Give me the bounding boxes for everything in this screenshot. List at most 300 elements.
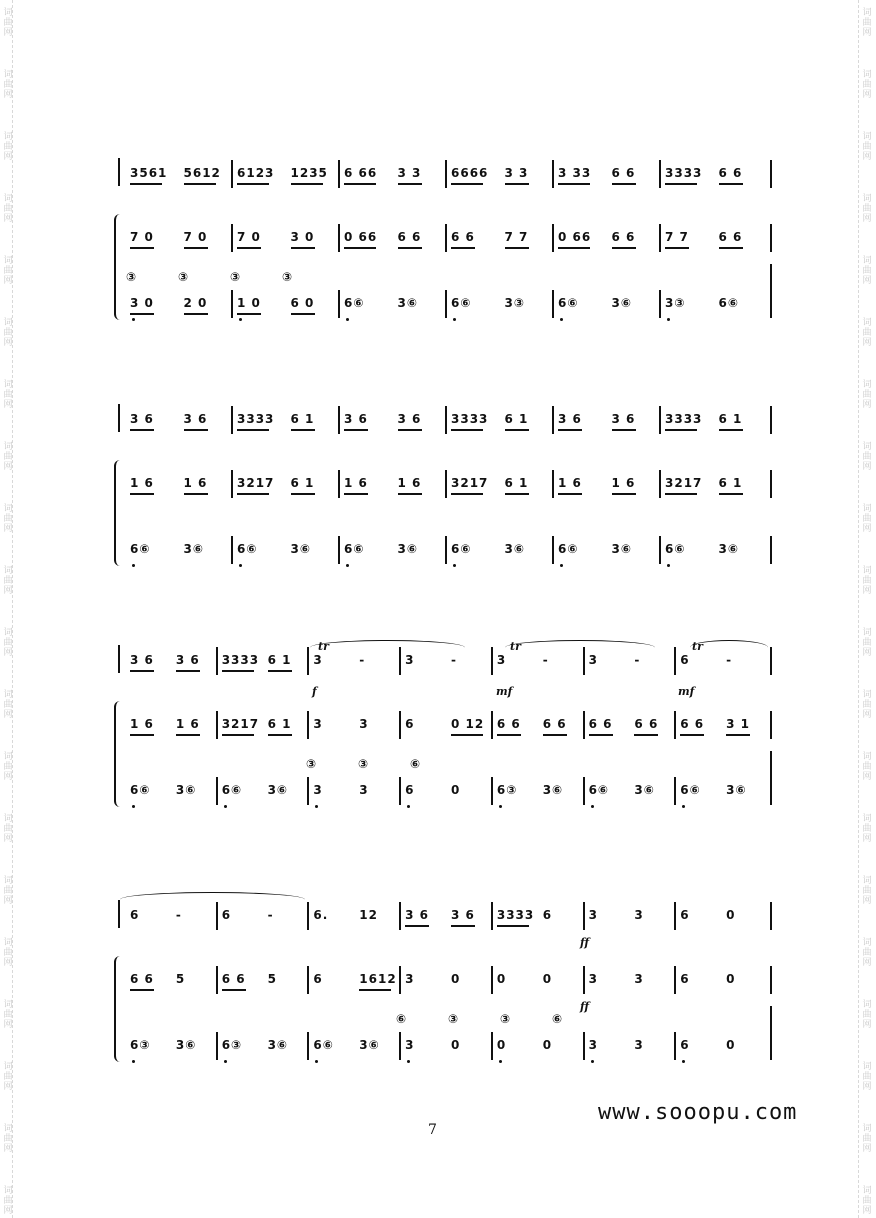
beam-underline — [719, 183, 743, 185]
top-line-note: 6123 — [237, 166, 275, 180]
barline — [659, 290, 661, 318]
low-line-note: 3 — [588, 1038, 598, 1052]
fingering-note: ⑥ — [552, 1012, 564, 1026]
top-line-note: 6 1 — [267, 653, 292, 667]
watermark-text: 词曲网 — [862, 256, 872, 286]
top-line-note: 3333 — [237, 412, 275, 426]
octave-dot — [224, 805, 227, 808]
top-line-note: 3 6 — [130, 412, 154, 426]
beam-underline — [291, 183, 323, 185]
low-line-note: 3⑥ — [611, 296, 633, 310]
beam-underline — [184, 429, 208, 431]
beam-underline — [344, 429, 368, 431]
top-line-note: 3 6 — [175, 653, 200, 667]
barline — [399, 902, 401, 930]
beam-underline — [543, 734, 567, 736]
dynamic-forte: f — [312, 685, 317, 698]
mid-line-note: 5 — [267, 972, 277, 986]
low-line-note: 6⑥ — [665, 542, 686, 556]
mid-line-note: 0 — [542, 972, 553, 986]
watermark-text: 词曲网 — [862, 132, 872, 162]
octave-dot — [453, 564, 456, 567]
mid-line-note: 6 6 — [397, 230, 422, 244]
low-line-note: 3⑥ — [611, 542, 633, 556]
low-line-note: 3 — [313, 783, 323, 797]
low-line-note: 6⑥ — [130, 783, 151, 797]
beam-underline — [398, 429, 422, 431]
beam-underline — [719, 429, 743, 431]
watermark-text: 词曲网 — [3, 380, 13, 410]
beam-underline — [505, 247, 529, 249]
top-line-note: - — [451, 653, 457, 667]
top-line-note: 6 — [680, 653, 690, 667]
mid-line-note: 1 6 — [344, 476, 368, 490]
watermark-text: 词曲网 — [862, 1186, 872, 1216]
top-line-note: 6 1 — [718, 412, 743, 426]
octave-dot — [132, 318, 135, 321]
beam-underline — [184, 493, 208, 495]
barline — [216, 1032, 218, 1060]
beam-underline — [398, 493, 422, 495]
beam-underline — [291, 493, 315, 495]
top-line-note: - — [634, 653, 641, 667]
barline — [491, 777, 493, 805]
low-line-note: 3⑥ — [290, 542, 312, 556]
fingering-note: ③ — [230, 270, 242, 284]
barline — [338, 536, 340, 564]
mid-line-note: 1 6 — [397, 476, 422, 490]
low-line-note: 3⑥ — [397, 296, 419, 310]
mid-line-note: 3 — [634, 972, 644, 986]
beam-underline — [665, 493, 697, 495]
barline — [674, 711, 676, 739]
mid-line-note: 3217 — [221, 717, 260, 731]
octave-dot — [239, 318, 242, 321]
octave-dot — [560, 318, 563, 321]
octave-dot — [453, 318, 456, 321]
watermark-text: 词曲网 — [862, 442, 872, 472]
beam-underline — [344, 247, 376, 249]
system-end-bar — [770, 1032, 772, 1060]
right-margin-guide — [858, 0, 871, 1218]
watermark-text: 词曲网 — [862, 318, 872, 348]
barline — [659, 470, 661, 498]
watermark-text: 词曲网 — [862, 70, 872, 100]
watermark-text: 词曲网 — [3, 628, 13, 658]
system-end-bar — [770, 470, 772, 498]
barline — [659, 160, 661, 188]
beam-underline — [558, 183, 590, 185]
beam-underline — [612, 183, 636, 185]
top-line-note: 3 — [588, 653, 598, 667]
low-line-note: 3⑥ — [397, 542, 419, 556]
low-line-note: 0 — [496, 1038, 507, 1052]
system-start-bar — [118, 404, 120, 432]
low-line-note: 6⑥ — [344, 542, 365, 556]
low-line-note: 6③ — [221, 1038, 243, 1052]
octave-dot — [346, 564, 349, 567]
beam-underline — [558, 429, 582, 431]
beam-underline — [176, 734, 200, 736]
barline — [231, 224, 233, 252]
barline — [338, 160, 340, 188]
mid-line-note: 6 6 — [680, 717, 705, 731]
watermark-text: 词曲网 — [862, 690, 872, 720]
mid-line-note: 3217 — [665, 476, 703, 490]
top-line-note: 3333 — [451, 412, 489, 426]
watermark-text: 词曲网 — [862, 814, 872, 844]
mid-line-note: 7 0 — [130, 230, 154, 244]
low-line-note: 6⑥ — [588, 783, 610, 797]
octave-dot — [591, 1060, 594, 1063]
system-end-bar — [770, 966, 772, 994]
mid-line-note: 1612 — [359, 972, 397, 986]
beam-underline — [268, 670, 292, 672]
watermark-text: 词曲网 — [862, 876, 872, 906]
top-line-note: - — [359, 653, 366, 667]
mid-line-note: 6 6 — [451, 230, 475, 244]
octave-dot — [407, 1060, 410, 1063]
mid-line-note: 3 0 — [290, 230, 315, 244]
barline — [231, 536, 233, 564]
octave-dot — [315, 805, 318, 808]
barline — [659, 536, 661, 564]
top-line-note: 3 6 — [130, 653, 154, 667]
octave-dot — [682, 805, 685, 808]
mid-line-note: 1 6 — [175, 717, 200, 731]
fingering-note: ③ — [306, 757, 318, 771]
beam-underline — [634, 734, 658, 736]
low-line-note: 6⑥ — [451, 542, 472, 556]
barline — [491, 1032, 493, 1060]
beam-underline — [130, 183, 162, 185]
top-line-note: - — [175, 908, 182, 922]
watermark-text: 词曲网 — [3, 1000, 13, 1030]
beam-underline — [344, 183, 376, 185]
watermark-text: 词曲网 — [3, 70, 13, 100]
mid-line-note: 1 6 — [183, 476, 208, 490]
barline — [338, 470, 340, 498]
watermark-text: 词曲网 — [3, 938, 13, 968]
top-line-note: 3333 — [665, 166, 703, 180]
octave-dot — [315, 1060, 318, 1063]
barline — [338, 290, 340, 318]
octave-dot — [560, 564, 563, 567]
beam-underline — [612, 493, 636, 495]
beam-underline — [222, 989, 246, 991]
mid-line-note: 6 1 — [290, 476, 315, 490]
beam-underline — [398, 183, 422, 185]
mid-line-note: 3217 — [237, 476, 275, 490]
watermark-text: 词曲网 — [862, 380, 872, 410]
watermark-text: 词曲网 — [3, 752, 13, 782]
barline — [231, 470, 233, 498]
top-line-note: 3 3 — [504, 166, 529, 180]
watermark-text: 词曲网 — [3, 1186, 13, 1216]
low-line-note: 1 0 — [237, 296, 261, 310]
barline — [307, 966, 309, 994]
top-line-note: 6 6 — [718, 166, 743, 180]
barline — [674, 902, 676, 930]
barline — [552, 406, 554, 434]
barline — [674, 777, 676, 805]
barline — [659, 406, 661, 434]
top-line-note: 0 — [726, 908, 736, 922]
watermark-text: 词曲网 — [3, 132, 13, 162]
beam-underline — [222, 734, 254, 736]
mid-line-note: 7 7 — [504, 230, 529, 244]
top-line-note: 6 — [680, 908, 690, 922]
low-line-note: 2 0 — [183, 296, 208, 310]
trill-marking: tr — [692, 640, 703, 653]
low-line-note: 3⑥ — [175, 783, 197, 797]
beam-underline — [237, 247, 261, 249]
watermark-text: 词曲网 — [862, 752, 872, 782]
watermark-text: 词曲网 — [3, 1124, 13, 1154]
low-line-note: 3⑥ — [726, 783, 747, 797]
system-end-bar — [770, 777, 772, 805]
barline — [583, 777, 585, 805]
low-line-note: 6③ — [496, 783, 518, 797]
system-end-bar — [770, 264, 772, 292]
system-end-bar — [770, 751, 772, 779]
watermark-text: 词曲网 — [3, 194, 13, 224]
top-line-note: - — [542, 653, 549, 667]
mid-line-note: 3 1 — [726, 717, 751, 731]
low-line-note: 6⑥ — [221, 783, 243, 797]
slur-arc — [505, 640, 655, 655]
mid-line-note: 0 66 — [558, 230, 592, 244]
page-number: 7 — [428, 1122, 437, 1138]
dynamic-fortissimo: ff — [580, 1000, 590, 1013]
low-line-note: 3③ — [665, 296, 686, 310]
low-line-note: 3⑥ — [267, 783, 289, 797]
low-line-note: 6⑥ — [313, 1038, 334, 1052]
dynamic-mezzo-forte: mf — [678, 685, 695, 698]
top-line-note: 3 6 — [558, 412, 582, 426]
beam-underline — [130, 429, 154, 431]
barline — [399, 711, 401, 739]
beam-underline — [130, 989, 154, 991]
beam-underline — [505, 183, 529, 185]
beam-underline — [665, 247, 689, 249]
top-line-note: 6. — [313, 908, 329, 922]
top-line-note: 3333 — [665, 412, 703, 426]
system-start-bar — [118, 158, 120, 186]
beam-underline — [398, 247, 422, 249]
mid-line-note: 1 6 — [130, 717, 154, 731]
octave-dot — [667, 564, 670, 567]
top-line-note: 3333 — [221, 653, 260, 667]
fingering-note: ③ — [500, 1012, 512, 1026]
mid-line-note: 1 6 — [130, 476, 154, 490]
top-line-note: 3 3 — [397, 166, 422, 180]
mid-line-note: 1 6 — [611, 476, 636, 490]
mid-line-note: 7 0 — [183, 230, 208, 244]
low-line-note: 6 0 — [290, 296, 315, 310]
barline — [445, 160, 447, 188]
mid-line-note: 5 — [175, 972, 186, 986]
top-line-note: 3 33 — [558, 166, 592, 180]
mid-line-note: 6 6 — [542, 717, 567, 731]
top-line-note: 3333 — [496, 908, 535, 922]
low-line-note: 3⑥ — [267, 1038, 289, 1052]
watermark-text: 词曲网 — [862, 628, 872, 658]
beam-underline — [237, 429, 269, 431]
system-end-bar — [770, 902, 772, 930]
top-line-note: 5612 — [183, 166, 221, 180]
system-brace — [114, 701, 122, 807]
top-line-note: - — [267, 908, 274, 922]
system-end-bar — [770, 290, 772, 318]
slur-arc — [120, 892, 305, 907]
beam-underline — [184, 183, 216, 185]
mid-line-note: 7 0 — [237, 230, 261, 244]
mid-line-note: 7 7 — [665, 230, 689, 244]
top-line-note: 3 — [634, 908, 644, 922]
top-line-note: 3 6 — [611, 412, 636, 426]
mid-line-note: 6 6 — [718, 230, 743, 244]
octave-dot — [239, 564, 242, 567]
mid-line-note: 0 — [726, 972, 736, 986]
low-line-note: 6⑥ — [130, 542, 151, 556]
barline — [445, 536, 447, 564]
low-line-note: 6⑥ — [680, 783, 701, 797]
low-line-note: 3⑥ — [542, 783, 564, 797]
website-url[interactable]: www.sooopu.com — [598, 1100, 798, 1125]
system-brace — [114, 460, 122, 566]
fingering-note: ⑥ — [396, 1012, 408, 1026]
low-line-note: 0 — [726, 1038, 736, 1052]
beam-underline — [612, 247, 636, 249]
low-line-note: 6③ — [130, 1038, 151, 1052]
trill-marking: tr — [510, 640, 521, 653]
watermark-text: 词曲网 — [862, 1062, 872, 1092]
top-line-note: 6 66 — [344, 166, 378, 180]
beam-underline — [176, 670, 200, 672]
top-line-note: - — [726, 653, 733, 667]
barline — [491, 966, 493, 994]
watermark-text: 词曲网 — [3, 814, 13, 844]
top-line-note: 6 1 — [504, 412, 529, 426]
beam-underline — [291, 247, 315, 249]
beam-underline — [558, 247, 590, 249]
barline — [659, 224, 661, 252]
barline — [445, 224, 447, 252]
beam-underline — [726, 734, 750, 736]
dynamic-mezzo-forte: mf — [496, 685, 513, 698]
mid-line-note: 6 — [405, 717, 415, 731]
barline — [583, 1032, 585, 1060]
mid-line-note: 6 — [313, 972, 323, 986]
low-line-note: 3⑥ — [634, 783, 655, 797]
mid-line-note: 6 1 — [267, 717, 292, 731]
system-end-bar — [770, 711, 772, 739]
beam-underline — [222, 670, 254, 672]
beam-underline — [359, 989, 391, 991]
octave-dot — [346, 318, 349, 321]
octave-dot — [499, 805, 502, 808]
mid-line-note: 6 6 — [221, 972, 246, 986]
octave-dot — [132, 805, 135, 808]
barline — [445, 290, 447, 318]
low-line-note: 6⑥ — [558, 542, 579, 556]
mid-line-note: 6 1 — [504, 476, 529, 490]
fingering-note: ⑥ — [410, 757, 422, 771]
top-line-note: 6 — [221, 908, 232, 922]
mid-line-note: 6 6 — [611, 230, 636, 244]
octave-dot — [591, 805, 594, 808]
top-line-note: 3 — [496, 653, 507, 667]
barline — [552, 536, 554, 564]
mid-line-note: 0 — [496, 972, 507, 986]
low-line-note: 6⑥ — [718, 296, 740, 310]
low-line-note: 6 — [680, 1038, 690, 1052]
low-line-note: 3⑥ — [359, 1038, 380, 1052]
mid-line-note: 6 6 — [496, 717, 521, 731]
system-end-bar — [770, 160, 772, 188]
barline — [216, 966, 218, 994]
barline — [552, 290, 554, 318]
barline — [338, 224, 340, 252]
low-line-note: 0 — [451, 1038, 461, 1052]
beam-underline — [719, 247, 743, 249]
octave-dot — [682, 1060, 685, 1063]
mid-line-note: 6 6 — [634, 717, 659, 731]
octave-dot — [132, 564, 135, 567]
beam-underline — [237, 313, 261, 315]
low-line-note: 3 — [634, 1038, 644, 1052]
beam-underline — [130, 493, 154, 495]
beam-underline — [405, 925, 429, 927]
mid-line-note: 0 12 — [451, 717, 485, 731]
beam-underline — [505, 493, 529, 495]
beam-underline — [184, 313, 208, 315]
system-end-bar — [770, 647, 772, 675]
top-line-note: 6 1 — [290, 412, 315, 426]
beam-underline — [184, 247, 208, 249]
beam-underline — [451, 925, 475, 927]
barline — [583, 966, 585, 994]
top-line-note: 6 6 — [611, 166, 636, 180]
octave-dot — [224, 1060, 227, 1063]
watermark-text: 词曲网 — [3, 690, 13, 720]
barline — [216, 647, 218, 675]
mid-line-note: 6 6 — [130, 972, 154, 986]
system-brace — [114, 214, 122, 320]
barline — [674, 966, 676, 994]
fingering-note: ③ — [448, 1012, 460, 1026]
beam-underline — [497, 925, 529, 927]
barline — [231, 290, 233, 318]
mid-line-note: 3 — [405, 972, 415, 986]
low-line-note: 3⑥ — [718, 542, 740, 556]
system-end-bar — [770, 406, 772, 434]
barline — [399, 966, 401, 994]
mid-line-note: 6 6 — [588, 717, 613, 731]
watermark-text: 词曲网 — [3, 8, 13, 38]
barline — [231, 406, 233, 434]
watermark-text: 词曲网 — [862, 194, 872, 224]
mid-line-note: 6 1 — [718, 476, 743, 490]
beam-underline — [665, 429, 697, 431]
beam-underline — [130, 313, 154, 315]
watermark-text: 词曲网 — [862, 938, 872, 968]
system-end-bar — [770, 224, 772, 252]
beam-underline — [237, 493, 269, 495]
mid-line-note: 1 6 — [558, 476, 582, 490]
top-line-note: 3 6 — [183, 412, 208, 426]
